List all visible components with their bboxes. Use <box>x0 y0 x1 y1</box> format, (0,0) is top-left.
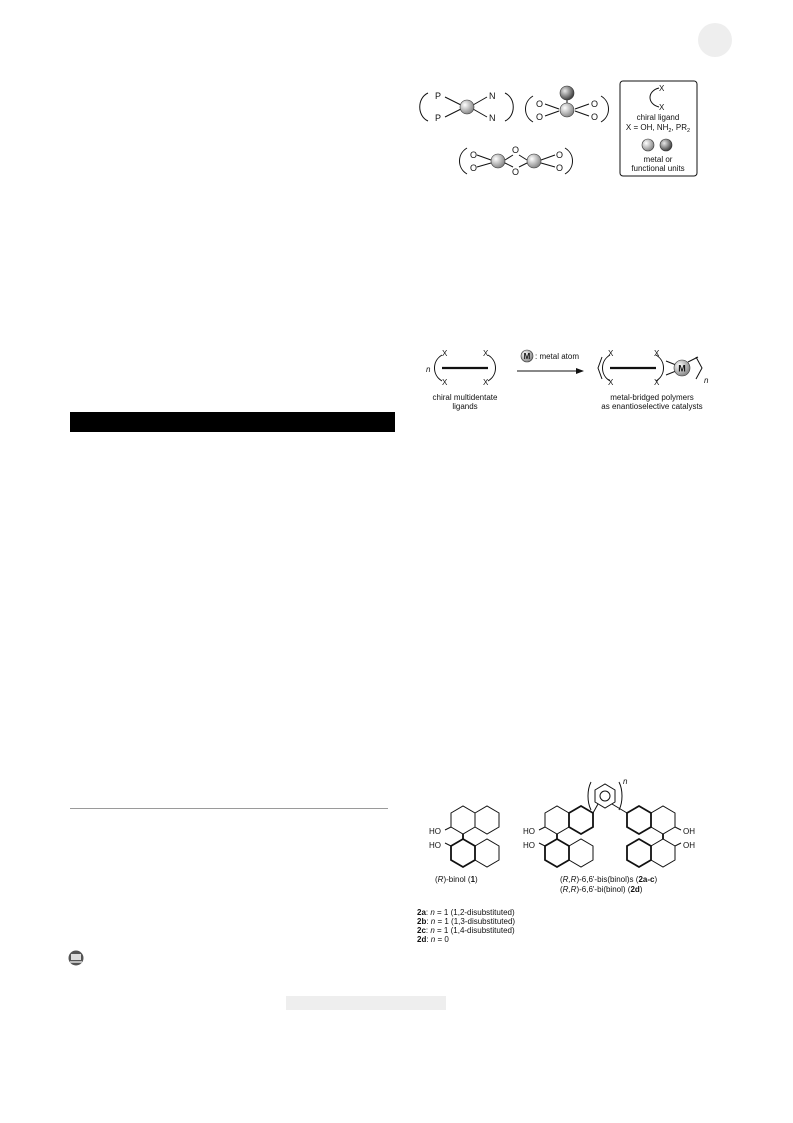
atom-label: P <box>435 113 442 123</box>
atom-label: N <box>489 113 496 123</box>
atom-label: X <box>483 349 489 358</box>
atom-label: P <box>435 91 442 101</box>
atom-label: O <box>591 112 599 122</box>
atom-label: O <box>512 145 520 155</box>
caption-polymers-2: as enantioselective catalysts <box>601 402 703 411</box>
compound-entry: 2d: n = 0 <box>417 935 449 944</box>
metal-symbol: M <box>678 363 686 374</box>
atom-label: X <box>659 84 665 93</box>
atom-label: X <box>654 349 660 358</box>
page-number-badge <box>698 23 732 57</box>
hydroxyl-label: HO <box>523 827 535 836</box>
atom-label: X <box>659 103 665 112</box>
atom-label: X <box>608 349 614 358</box>
caption-binol: (R)-binol (1) <box>435 875 478 884</box>
arrow-label: : metal atom <box>535 352 580 361</box>
atom-label: X <box>442 378 448 387</box>
atom-label: O <box>536 99 544 109</box>
atom-label: X <box>608 378 614 387</box>
caption-bi-binol: (R,R)-6,6'-bi(binol) (2d) <box>560 885 643 894</box>
hydroxyl-label: HO <box>523 841 535 850</box>
legend-chiral-ligand: chiral ligand <box>636 113 680 122</box>
compound-entry: 2b: n = 1 (1,3-disubstituted) <box>417 917 516 926</box>
atom-label: X <box>654 378 660 387</box>
compound-entry: 2a: n = 1 (1,2-disubstituted) <box>417 908 515 917</box>
hydroxyl-label: HO <box>429 841 441 850</box>
repeat-n: n <box>704 376 709 385</box>
atom-label: X <box>483 378 489 387</box>
atom-label: O <box>470 163 478 173</box>
caption-ligands-2: ligands <box>452 402 478 411</box>
atom-label: O <box>556 150 564 160</box>
section-heading-bar <box>70 412 395 432</box>
atom-label: X <box>442 349 448 358</box>
hydroxyl-label: HO <box>429 827 441 836</box>
atom-label: O <box>556 163 564 173</box>
figure-polymer-scheme <box>420 345 720 417</box>
figure-binol-structures <box>415 777 725 952</box>
caption-bis-binol: (R,R)-6,6'-bis(binol)s (2a-c) <box>560 875 658 884</box>
atom-label: O <box>470 150 478 160</box>
repeat-n: n <box>623 777 628 786</box>
caption-polymers-1: metal-bridged polymers <box>610 393 694 402</box>
computer-icon <box>67 950 85 966</box>
legend-functional-units: functional units <box>631 164 685 173</box>
atom-label: O <box>512 167 520 177</box>
footnote-divider <box>70 808 388 809</box>
figure-ligand-schemes <box>415 78 705 183</box>
footer-bar <box>286 996 446 1010</box>
metal-symbol: M <box>523 352 531 361</box>
atom-label: N <box>489 91 496 101</box>
repeat-n: n <box>426 365 431 374</box>
compound-entry: 2c: n = 1 (1,4-disubstituted) <box>417 926 515 935</box>
atom-label: O <box>536 112 544 122</box>
atom-label: O <box>591 99 599 109</box>
hydroxyl-label: OH <box>683 827 695 836</box>
hydroxyl-label: OH <box>683 841 695 850</box>
caption-ligands-1: chiral multidentate <box>432 393 498 402</box>
legend-x-definition: X = OH, $NH_2$, $PR_2$ <box>625 123 691 134</box>
legend-metal: metal or <box>643 155 673 164</box>
